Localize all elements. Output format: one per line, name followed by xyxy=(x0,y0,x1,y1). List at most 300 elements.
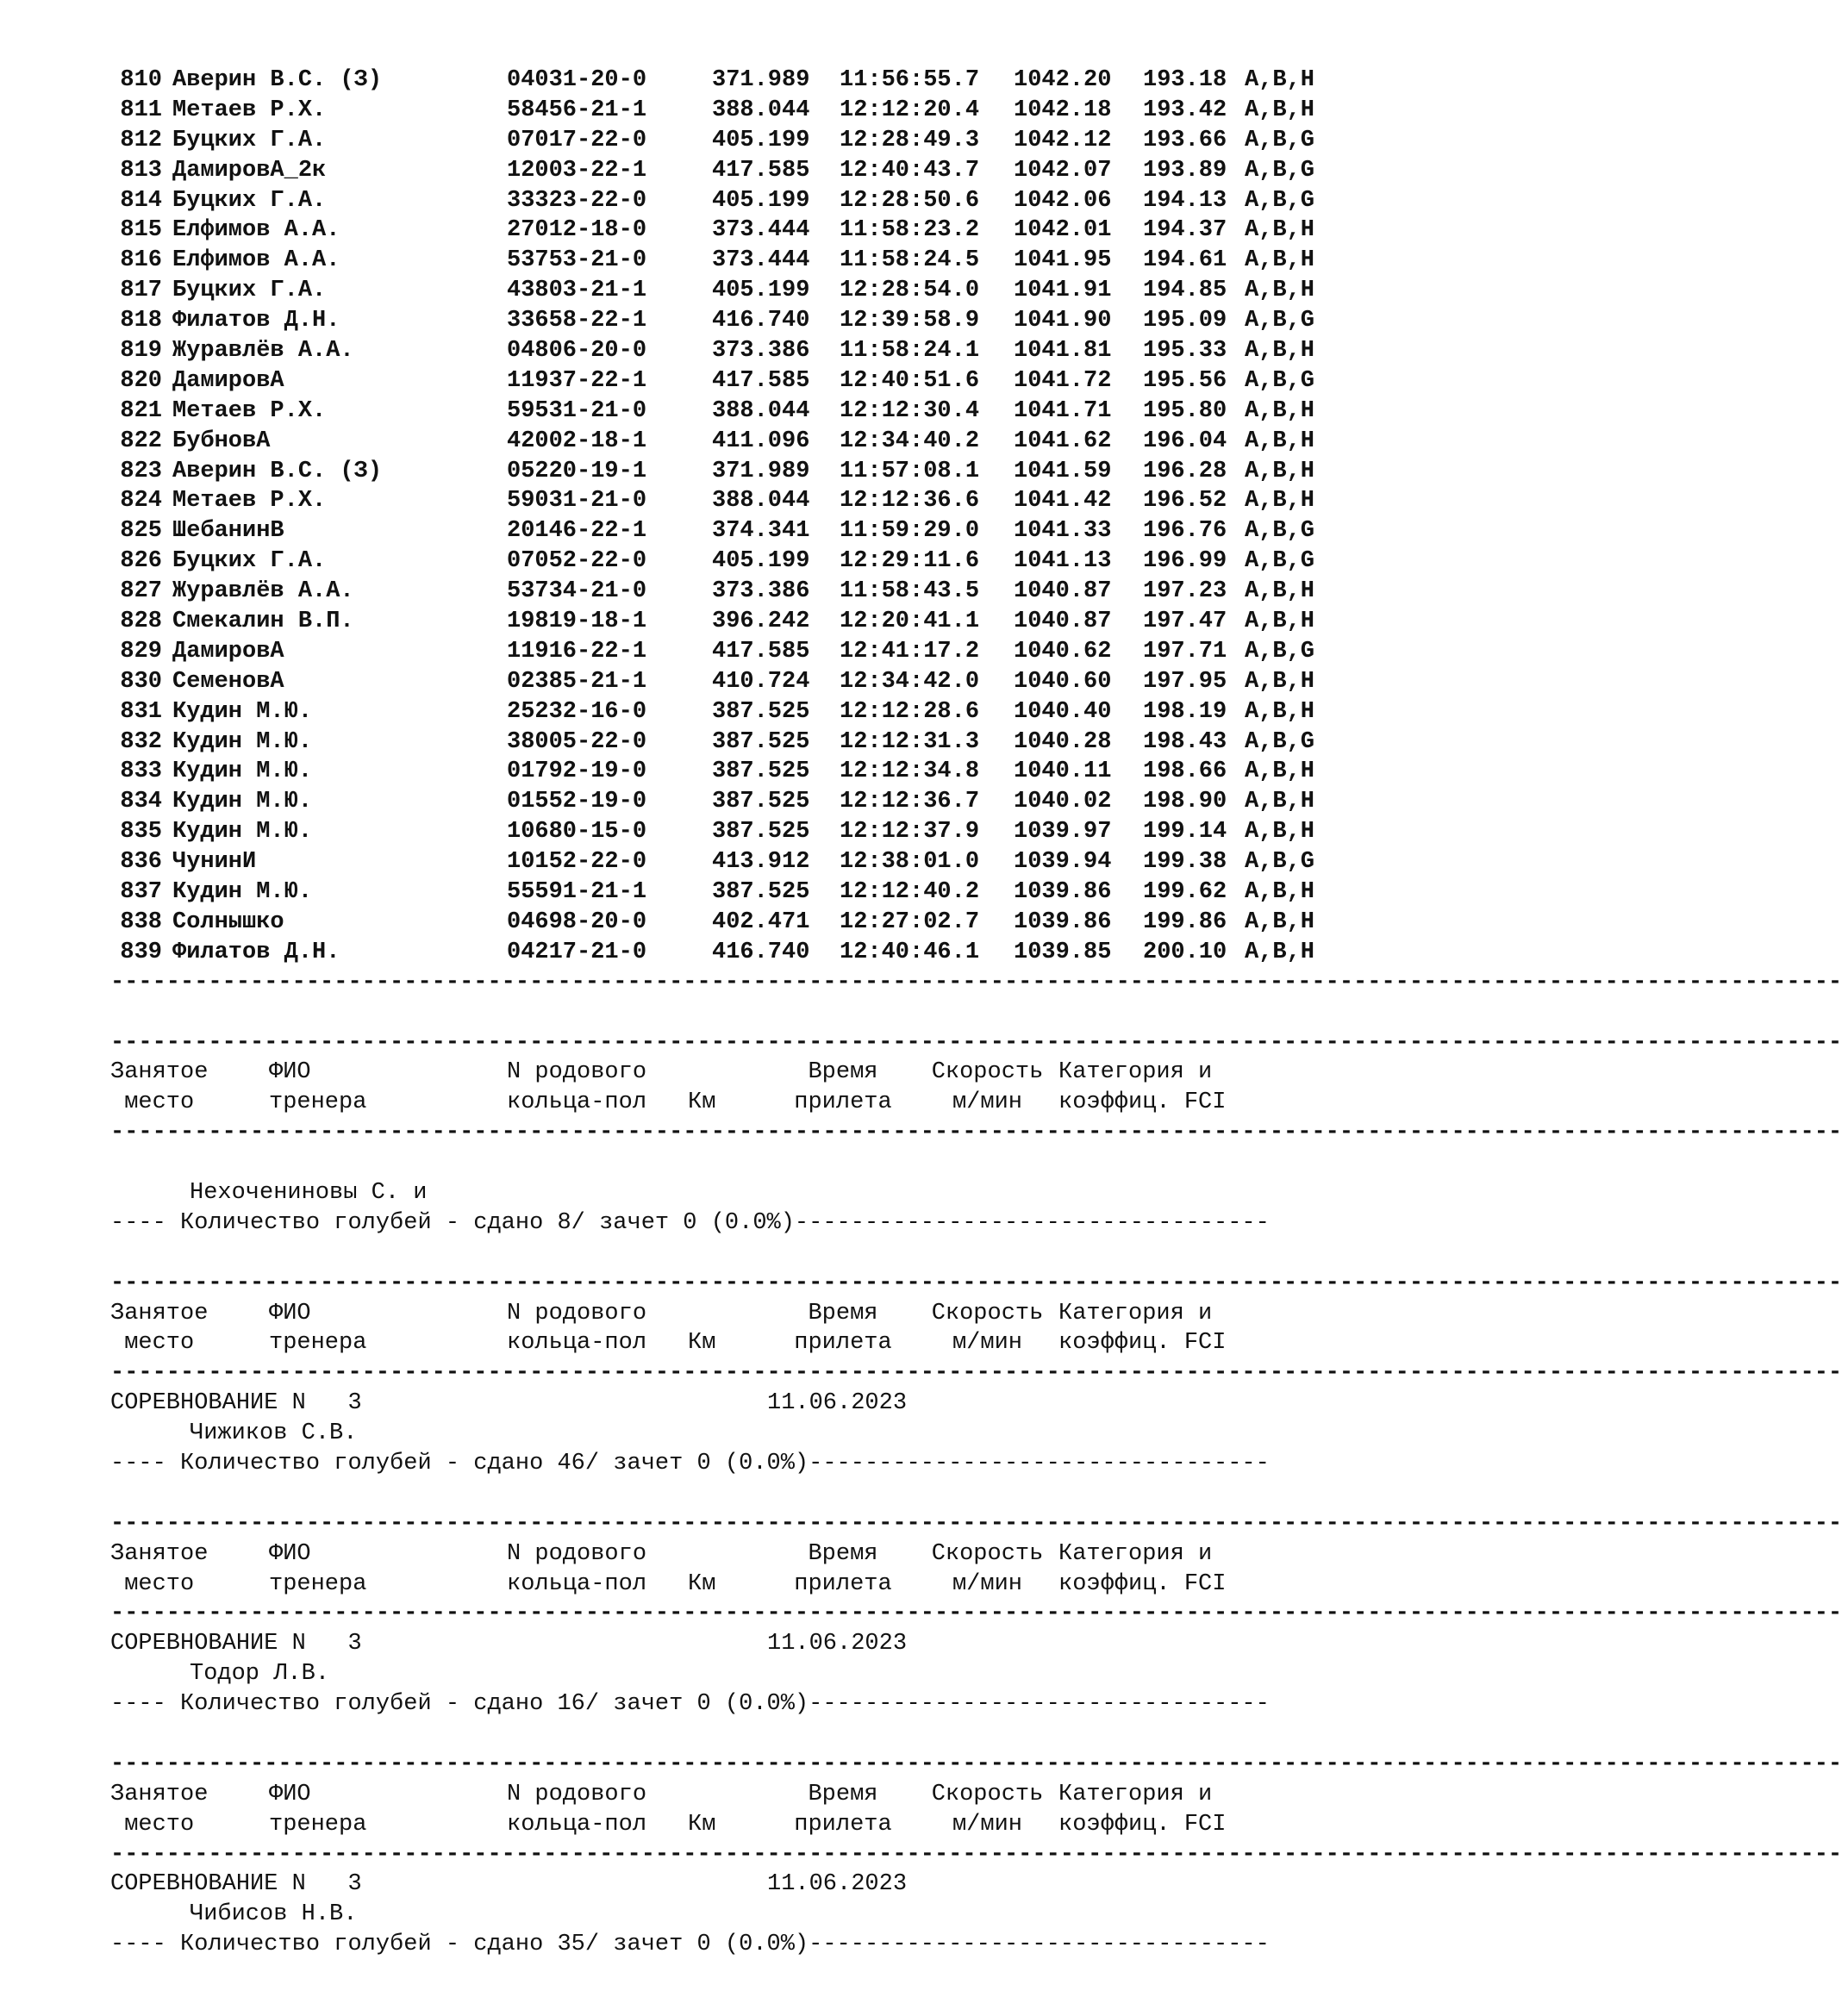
cell-speed: 1039.86 xyxy=(1014,879,1112,906)
cell-speed: 1041.42 xyxy=(1014,488,1112,515)
cell-name: Буцких Г.А. xyxy=(172,278,327,304)
table-row xyxy=(110,577,1403,607)
header-place: место xyxy=(110,1811,195,1838)
cell-pos: 833 xyxy=(120,758,162,785)
cell-pos: 810 xyxy=(120,67,162,93)
column-header-line xyxy=(110,1810,1403,1840)
cell-pos: 828 xyxy=(120,609,162,635)
cell-time: 12:20:41.1 xyxy=(840,609,980,635)
cell-cat: A,B,H xyxy=(1245,578,1315,605)
cell-time: 12:34:40.2 xyxy=(840,428,980,454)
competition-date: 11.06.2023 xyxy=(767,1631,908,1657)
cell-name: Буцких Г.А. xyxy=(172,548,327,575)
cell-coef: 193.89 xyxy=(1143,157,1227,184)
table-row xyxy=(110,516,1403,546)
cell-name: Филатов Д.Н. xyxy=(172,939,340,965)
cell-coef: 199.38 xyxy=(1143,849,1227,876)
cell-pos: 834 xyxy=(120,789,162,815)
cell-km: 411.096 xyxy=(712,428,810,454)
cell-km: 405.199 xyxy=(712,127,810,153)
cell-coef: 193.42 xyxy=(1143,97,1227,123)
cell-name: Метаев Р.Х. xyxy=(172,97,327,123)
cell-km: 416.740 xyxy=(712,308,810,334)
header-fio: ФИО xyxy=(269,1540,311,1567)
cell-speed: 1041.81 xyxy=(1014,338,1112,365)
cell-cat: A,B,H xyxy=(1245,758,1315,785)
header-km: Км xyxy=(688,1330,716,1357)
cell-pos: 813 xyxy=(120,157,162,184)
table-row xyxy=(110,727,1403,758)
column-header-line xyxy=(110,1058,1403,1088)
cell-coef: 197.23 xyxy=(1143,578,1227,605)
cell-pos: 837 xyxy=(120,879,162,906)
cell-coef: 197.95 xyxy=(1143,668,1227,695)
header-place: Занятое xyxy=(110,1781,209,1807)
cell-time: 12:12:36.7 xyxy=(840,789,980,815)
cell-name: Кудин М.Ю. xyxy=(172,879,313,906)
cell-cat: A,B,G xyxy=(1245,367,1315,394)
cell-cat: A,B,H xyxy=(1245,609,1315,635)
cell-km: 373.386 xyxy=(712,578,810,605)
table-row xyxy=(110,637,1403,667)
table-row xyxy=(110,697,1403,727)
cell-km: 417.585 xyxy=(712,638,810,665)
table-row xyxy=(110,336,1403,366)
cell-cat: A,B,H xyxy=(1245,668,1315,695)
cell-pos: 819 xyxy=(120,338,162,365)
table-row xyxy=(110,66,1403,96)
cell-speed: 1039.86 xyxy=(1014,908,1112,935)
header-ring: кольца-пол xyxy=(507,1570,647,1597)
competition-line xyxy=(110,1629,1403,1659)
cell-coef: 196.99 xyxy=(1143,548,1227,575)
cell-cat: A,B,H xyxy=(1245,879,1315,906)
cell-cat: A,B,H xyxy=(1245,397,1315,424)
cell-time: 12:12:20.4 xyxy=(840,97,980,123)
cell-name: БубновА xyxy=(172,428,271,454)
cell-speed: 1040.62 xyxy=(1014,638,1112,665)
header-speed: м/мин xyxy=(952,1811,1022,1838)
cell-ring: 19819-18-1 xyxy=(507,609,647,635)
cell-speed: 1041.13 xyxy=(1014,548,1112,575)
cell-ring: 02385-21-1 xyxy=(507,668,647,695)
table-row xyxy=(110,847,1403,877)
cell-speed: 1040.28 xyxy=(1014,728,1112,755)
cell-cat: A,B,H xyxy=(1245,247,1315,274)
cell-time: 12:40:43.7 xyxy=(840,157,980,184)
cell-coef: 196.04 xyxy=(1143,428,1227,454)
header-place: место xyxy=(110,1089,195,1116)
cell-name: Буцких Г.А. xyxy=(172,187,327,214)
cell-coef: 195.80 xyxy=(1143,397,1227,424)
cell-time: 11:56:55.7 xyxy=(840,67,980,93)
cell-speed: 1042.06 xyxy=(1014,187,1112,214)
header-ring: N родового xyxy=(507,1540,647,1567)
table-row xyxy=(110,757,1403,787)
cell-km: 387.525 xyxy=(712,698,810,725)
cell-name: ДамировА xyxy=(172,638,284,665)
cell-ring: 58456-21-1 xyxy=(507,97,647,123)
competition-line xyxy=(110,1389,1403,1419)
cell-speed: 1041.72 xyxy=(1014,367,1112,394)
table-end-rule: ---------------------------------------------------------------------------------------------------------------------------- xyxy=(110,969,1842,996)
cell-cat: A,B,G xyxy=(1245,518,1315,545)
table-row xyxy=(110,396,1403,427)
cell-speed: 1041.33 xyxy=(1014,518,1112,545)
cell-km: 371.989 xyxy=(712,458,810,484)
cell-cat: A,B,G xyxy=(1245,849,1315,876)
cell-km: 387.525 xyxy=(712,758,810,785)
cell-speed: 1042.12 xyxy=(1014,127,1112,153)
cell-cat: A,B,H xyxy=(1245,67,1315,93)
trainer-sections xyxy=(110,1028,1842,1991)
cell-name: ДамировА_2к xyxy=(172,157,327,184)
cell-ring: 42002-18-1 xyxy=(507,428,647,454)
cell-speed: 1042.07 xyxy=(1014,157,1112,184)
cell-speed: 1040.40 xyxy=(1014,698,1112,725)
section-top-rule: ---------------------------------------------------------------------------------------------------------------------------- xyxy=(110,1751,1842,1777)
table-row xyxy=(110,667,1403,697)
cell-coef: 196.28 xyxy=(1143,458,1227,484)
cell-ring: 04031-20-0 xyxy=(507,67,647,93)
cell-km: 405.199 xyxy=(712,187,810,214)
cell-coef: 199.14 xyxy=(1143,819,1227,846)
cell-coef: 197.71 xyxy=(1143,638,1227,665)
cell-km: 387.525 xyxy=(712,789,810,815)
header-speed: м/мин xyxy=(952,1570,1022,1597)
cell-ring: 25232-16-0 xyxy=(507,698,647,725)
table-row xyxy=(110,817,1403,847)
table-row xyxy=(110,306,1403,336)
cell-km: 374.341 xyxy=(712,518,810,545)
cell-time: 11:57:08.1 xyxy=(840,458,980,484)
cell-coef: 194.61 xyxy=(1143,247,1227,274)
cell-ring: 55591-21-1 xyxy=(507,879,647,906)
header-fio: тренера xyxy=(269,1330,367,1357)
table-row xyxy=(110,96,1403,126)
cell-cat: A,B,G xyxy=(1245,127,1315,153)
cell-km: 396.242 xyxy=(712,609,810,635)
cell-km: 405.199 xyxy=(712,278,810,304)
header-bottom-rule: ---------------------------------------------------------------------------------------------------------------------------- xyxy=(110,1841,1842,1868)
cell-ring: 12003-22-1 xyxy=(507,157,647,184)
cell-ring: 53734-21-0 xyxy=(507,578,647,605)
cell-speed: 1041.59 xyxy=(1014,458,1112,484)
cell-ring: 10680-15-0 xyxy=(507,819,647,846)
cell-pos: 825 xyxy=(120,518,162,545)
header-cat: Категория и xyxy=(1058,1540,1213,1567)
cell-name: СеменовА xyxy=(172,668,284,695)
section-top-rule: ---------------------------------------------------------------------------------------------------------------------------- xyxy=(110,1270,1842,1296)
cell-km: 417.585 xyxy=(712,157,810,184)
cell-cat: A,B,G xyxy=(1245,728,1315,755)
header-cat: коэффиц. FCI xyxy=(1058,1330,1227,1357)
cell-time: 12:12:34.8 xyxy=(840,758,980,785)
cell-pos: 838 xyxy=(120,908,162,935)
spacer xyxy=(110,1960,1403,1990)
header-fio: ФИО xyxy=(269,1059,311,1086)
cell-speed: 1042.01 xyxy=(1014,217,1112,244)
cell-pos: 818 xyxy=(120,308,162,334)
trainer-section xyxy=(110,1269,1842,1509)
cell-ring: 59531-21-0 xyxy=(507,397,647,424)
competition-number: СОРЕВНОВАНИЕ N 3 xyxy=(110,1871,362,1898)
cell-pos: 826 xyxy=(120,548,162,575)
header-time: Время xyxy=(808,1781,878,1807)
table-row xyxy=(110,366,1403,396)
cell-km: 371.989 xyxy=(712,67,810,93)
header-place: место xyxy=(110,1570,195,1597)
header-ring: кольца-пол xyxy=(507,1330,647,1357)
cell-cat: A,B,H xyxy=(1245,908,1315,935)
cell-cat: A,B,H xyxy=(1245,789,1315,815)
cell-km: 373.386 xyxy=(712,338,810,365)
cell-ring: 11916-22-1 xyxy=(507,638,647,665)
cell-km: 402.471 xyxy=(712,908,810,935)
cell-time: 11:58:23.2 xyxy=(840,217,980,244)
cell-name: Филатов Д.Н. xyxy=(172,308,340,334)
cell-time: 12:27:02.7 xyxy=(840,908,980,935)
cell-cat: A,B,H xyxy=(1245,939,1315,965)
pigeon-count-summary: ---- Количество голубей - сдано 35/ зачет 0 (0.0%)--------------------------------- xyxy=(110,1932,1270,1958)
cell-cat: A,B,H xyxy=(1245,97,1315,123)
cell-coef: 198.43 xyxy=(1143,728,1227,755)
cell-pos: 821 xyxy=(120,397,162,424)
header-cat: Категория и xyxy=(1058,1300,1213,1326)
header-cat: коэффиц. FCI xyxy=(1058,1089,1227,1116)
cell-pos: 814 xyxy=(120,187,162,214)
cell-name: Метаев Р.Х. xyxy=(172,397,327,424)
cell-ring: 01552-19-0 xyxy=(507,789,647,815)
header-cat: коэффиц. FCI xyxy=(1058,1811,1227,1838)
competition-number: СОРЕВНОВАНИЕ N 3 xyxy=(110,1390,362,1417)
cell-pos: 816 xyxy=(120,247,162,274)
column-header-line xyxy=(110,1299,1403,1329)
cell-coef: 193.18 xyxy=(1143,67,1227,93)
cell-name: Солнышко xyxy=(172,908,284,935)
cell-cat: A,B,G xyxy=(1245,548,1315,575)
cell-coef: 197.47 xyxy=(1143,609,1227,635)
cell-cat: A,B,H xyxy=(1245,488,1315,515)
cell-speed: 1041.91 xyxy=(1014,278,1112,304)
column-header-line xyxy=(110,1539,1403,1570)
pigeon-count-summary: ---- Количество голубей - сдано 16/ зачет 0 (0.0%)--------------------------------- xyxy=(110,1691,1270,1718)
header-fio: тренера xyxy=(269,1089,367,1116)
cell-name: Смекалин В.П. xyxy=(172,609,354,635)
header-cat: Категория и xyxy=(1058,1059,1213,1086)
cell-ring: 38005-22-0 xyxy=(507,728,647,755)
header-time: прилета xyxy=(794,1570,892,1597)
cell-cat: A,B,G xyxy=(1245,308,1315,334)
header-ring: кольца-пол xyxy=(507,1811,647,1838)
cell-km: 416.740 xyxy=(712,939,810,965)
cell-ring: 05220-19-1 xyxy=(507,458,647,484)
cell-time: 12:12:40.2 xyxy=(840,879,980,906)
cell-cat: A,B,H xyxy=(1245,819,1315,846)
cell-time: 12:40:46.1 xyxy=(840,939,980,965)
cell-speed: 1041.71 xyxy=(1014,397,1112,424)
cell-name: Кудин М.Ю. xyxy=(172,819,313,846)
cell-coef: 195.33 xyxy=(1143,338,1227,365)
column-header-line xyxy=(110,1780,1403,1810)
cell-time: 12:12:31.3 xyxy=(840,728,980,755)
spacer xyxy=(110,1239,1403,1269)
cell-coef: 198.90 xyxy=(1143,789,1227,815)
competition-number: СОРЕВНОВАНИЕ N 3 xyxy=(110,1631,362,1657)
cell-name: ЧунинИ xyxy=(172,849,257,876)
pigeon-count-summary: ---- Количество голубей - сдано 8/ зачет 0 (0.0%)---------------------------------- xyxy=(110,1209,1270,1236)
cell-name: Кудин М.Ю. xyxy=(172,728,313,755)
cell-time: 12:12:28.6 xyxy=(840,698,980,725)
cell-cat: A,B,G xyxy=(1245,187,1315,214)
results-table xyxy=(110,66,1403,968)
cell-speed: 1040.11 xyxy=(1014,758,1112,785)
cell-coef: 200.10 xyxy=(1143,939,1227,965)
cell-name: Аверин В.С. (З) xyxy=(172,458,383,484)
cell-speed: 1039.97 xyxy=(1014,819,1112,846)
column-header-line xyxy=(110,1570,1403,1600)
cell-speed: 1041.90 xyxy=(1014,308,1112,334)
table-row xyxy=(110,908,1403,938)
cell-time: 12:12:36.6 xyxy=(840,488,980,515)
cell-km: 388.044 xyxy=(712,397,810,424)
cell-km: 373.444 xyxy=(712,247,810,274)
cell-coef: 195.56 xyxy=(1143,367,1227,394)
cell-speed: 1042.20 xyxy=(1014,67,1112,93)
table-row xyxy=(110,607,1403,637)
cell-name: ДамировА xyxy=(172,367,284,394)
header-km: Км xyxy=(688,1089,716,1116)
table-row xyxy=(110,938,1403,968)
cell-pos: 822 xyxy=(120,428,162,454)
cell-pos: 817 xyxy=(120,278,162,304)
cell-speed: 1039.94 xyxy=(1014,849,1112,876)
header-time: прилета xyxy=(794,1330,892,1357)
cell-name: Журавлёв А.А. xyxy=(172,578,354,605)
cell-name: Журавлёв А.А. xyxy=(172,338,354,365)
cell-pos: 815 xyxy=(120,217,162,244)
cell-ring: 53753-21-0 xyxy=(507,247,647,274)
cell-coef: 198.19 xyxy=(1143,698,1227,725)
table-row xyxy=(110,877,1403,908)
cell-km: 410.724 xyxy=(712,668,810,695)
table-row xyxy=(110,546,1403,577)
cell-km: 413.912 xyxy=(712,849,810,876)
trainer-section xyxy=(110,1750,1842,1990)
cell-cat: A,B,H xyxy=(1245,217,1315,244)
header-bottom-rule: ---------------------------------------------------------------------------------------------------------------------------- xyxy=(110,1360,1842,1387)
cell-km: 388.044 xyxy=(712,97,810,123)
cell-km: 373.444 xyxy=(712,217,810,244)
cell-ring: 07017-22-0 xyxy=(507,127,647,153)
cell-time: 12:34:42.0 xyxy=(840,668,980,695)
cell-time: 11:58:43.5 xyxy=(840,578,980,605)
cell-coef: 199.62 xyxy=(1143,879,1227,906)
cell-speed: 1040.60 xyxy=(1014,668,1112,695)
cell-time: 12:38:01.0 xyxy=(840,849,980,876)
cell-ring: 04217-21-0 xyxy=(507,939,647,965)
header-time: Время xyxy=(808,1540,878,1567)
header-ring: кольца-пол xyxy=(507,1089,647,1116)
cell-time: 11:59:29.0 xyxy=(840,518,980,545)
cell-cat: A,B,G xyxy=(1245,638,1315,665)
table-row xyxy=(110,246,1403,276)
cell-coef: 196.52 xyxy=(1143,488,1227,515)
cell-name: Кудин М.Ю. xyxy=(172,758,313,785)
cell-time: 12:12:37.9 xyxy=(840,819,980,846)
table-row xyxy=(110,787,1403,817)
cell-km: 387.525 xyxy=(712,819,810,846)
header-fio: ФИО xyxy=(269,1781,311,1807)
header-time: прилета xyxy=(794,1811,892,1838)
trainer-name: Нехочениновы С. и xyxy=(190,1179,428,1206)
cell-name: ШебанинВ xyxy=(172,518,284,545)
table-row xyxy=(110,186,1403,216)
header-speed: Скорость xyxy=(931,1300,1044,1326)
cell-pos: 839 xyxy=(120,939,162,965)
header-fio: тренера xyxy=(269,1811,367,1838)
cell-time: 12:28:54.0 xyxy=(840,278,980,304)
table-row xyxy=(110,457,1403,487)
cell-time: 12:28:50.6 xyxy=(840,187,980,214)
cell-time: 11:58:24.1 xyxy=(840,338,980,365)
header-km: Км xyxy=(688,1811,716,1838)
header-place: Занятое xyxy=(110,1540,209,1567)
cell-speed: 1040.87 xyxy=(1014,578,1112,605)
header-ring: N родового xyxy=(507,1781,647,1807)
cell-pos: 811 xyxy=(120,97,162,123)
cell-coef: 194.13 xyxy=(1143,187,1227,214)
pigeon-count-summary: ---- Количество голубей - сдано 46/ зачет 0 (0.0%)--------------------------------- xyxy=(110,1450,1270,1476)
header-speed: Скорость xyxy=(931,1781,1044,1807)
cell-km: 388.044 xyxy=(712,488,810,515)
cell-name: Кудин М.Ю. xyxy=(172,698,313,725)
cell-pos: 823 xyxy=(120,458,162,484)
cell-speed: 1039.85 xyxy=(1014,939,1112,965)
cell-ring: 04698-20-0 xyxy=(507,908,647,935)
header-fio: тренера xyxy=(269,1570,367,1597)
cell-time: 11:58:24.5 xyxy=(840,247,980,274)
cell-ring: 07052-22-0 xyxy=(507,548,647,575)
cell-time: 12:29:11.6 xyxy=(840,548,980,575)
competition-date: 11.06.2023 xyxy=(767,1390,908,1417)
cell-ring: 27012-18-0 xyxy=(507,217,647,244)
header-km: Км xyxy=(688,1570,716,1597)
cell-coef: 195.09 xyxy=(1143,308,1227,334)
cell-pos: 835 xyxy=(120,819,162,846)
cell-cat: A,B,H xyxy=(1245,278,1315,304)
cell-time: 12:12:30.4 xyxy=(840,397,980,424)
trainer-section xyxy=(110,1509,1842,1750)
trainer-name: Чижиков С.В. xyxy=(190,1420,358,1447)
cell-speed: 1040.02 xyxy=(1014,789,1112,815)
cell-speed: 1041.95 xyxy=(1014,247,1112,274)
cell-ring: 33323-22-0 xyxy=(507,187,647,214)
cell-ring: 43803-21-1 xyxy=(507,278,647,304)
cell-pos: 827 xyxy=(120,578,162,605)
cell-name: Кудин М.Ю. xyxy=(172,789,313,815)
table-row xyxy=(110,126,1403,156)
cell-km: 417.585 xyxy=(712,367,810,394)
cell-ring: 20146-22-1 xyxy=(507,518,647,545)
section-top-rule: ---------------------------------------------------------------------------------------------------------------------------- xyxy=(110,1510,1842,1537)
column-header-line xyxy=(110,1328,1403,1358)
cell-name: Метаев Р.Х. xyxy=(172,488,327,515)
cell-name: Елфимов А.А. xyxy=(172,217,340,244)
header-speed: Скорость xyxy=(931,1540,1044,1567)
header-time: прилета xyxy=(794,1089,892,1116)
header-fio: ФИО xyxy=(269,1300,311,1326)
